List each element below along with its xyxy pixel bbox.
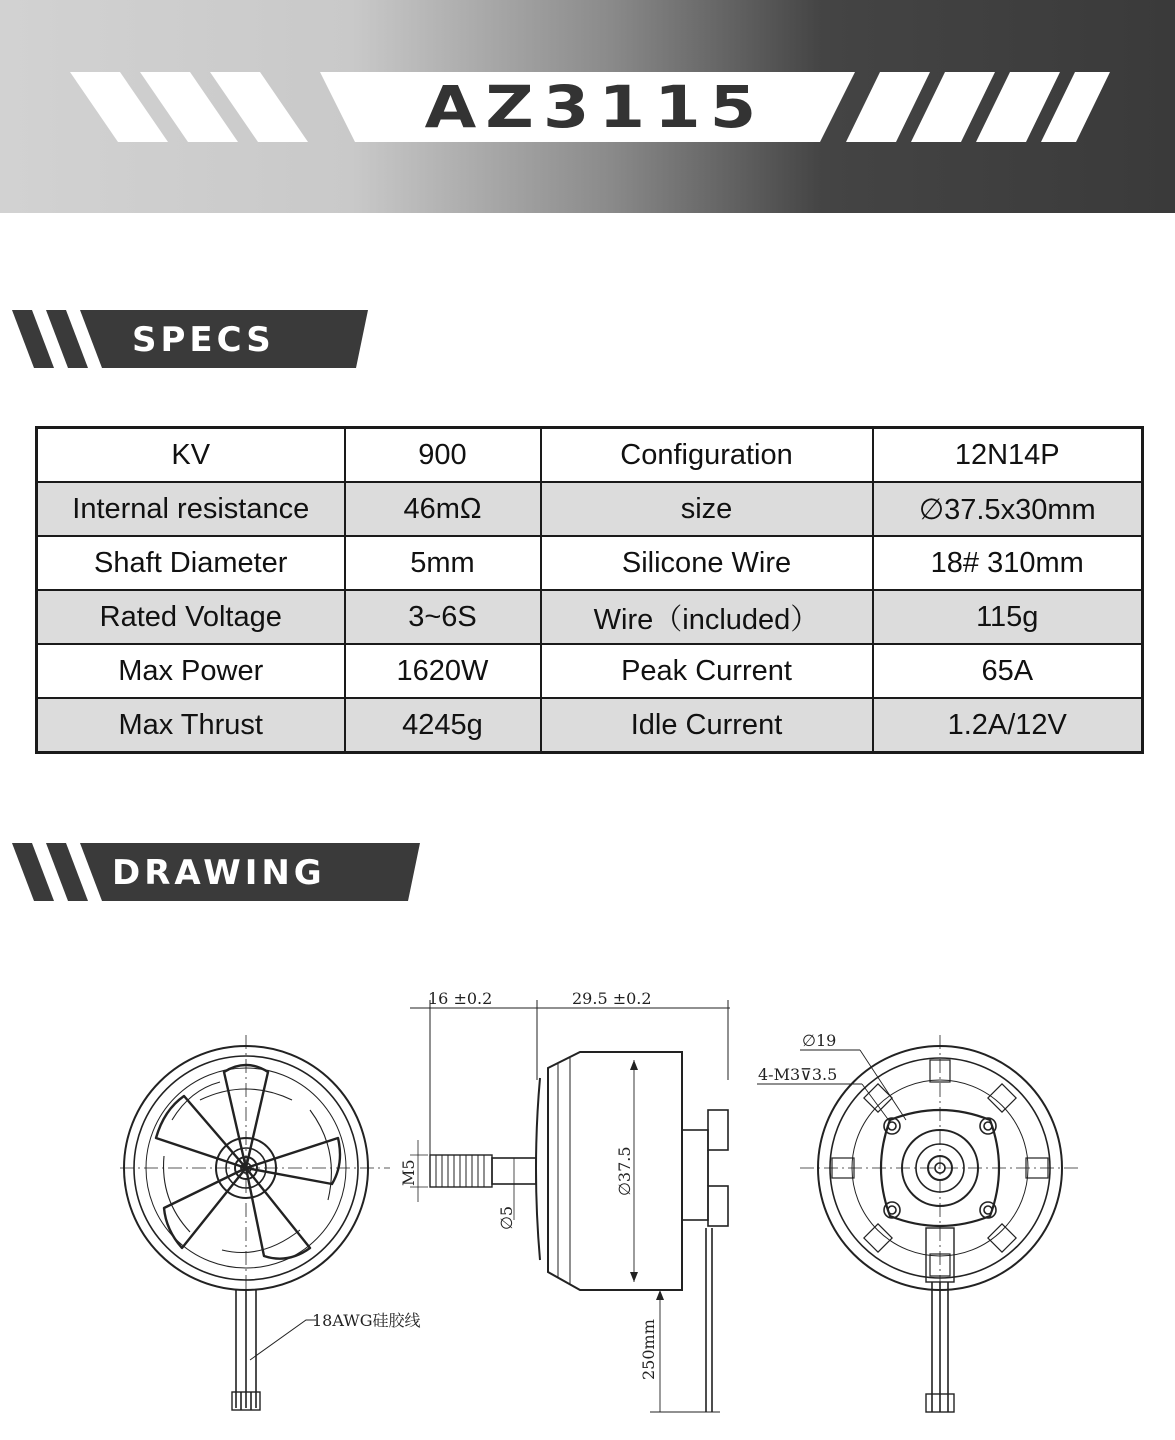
header-banner (0, 0, 1175, 213)
dim-shaft-diameter: ∅5 (497, 1205, 516, 1230)
drawing-section-header (0, 843, 430, 903)
spec-key: Idle Current (541, 698, 873, 753)
technical-drawing (0, 960, 1175, 1430)
front-view (120, 1035, 390, 1410)
spec-key: Shaft Diameter (37, 536, 345, 590)
spec-value: 65A (873, 644, 1143, 698)
specs-section-header (0, 310, 380, 370)
table-row (37, 590, 1143, 644)
spec-key: Configuration (541, 428, 873, 483)
spec-key: Max Power (37, 644, 345, 698)
table-row (37, 482, 1143, 536)
spec-value: 3~6S (345, 590, 541, 644)
wire-note: 18AWG硅胶线 (312, 1311, 421, 1330)
spec-key: Wire（included） (541, 590, 873, 644)
spec-value: 46mΩ (345, 482, 541, 536)
spec-key: size (541, 482, 873, 536)
table-row (37, 698, 1143, 753)
spec-key: Rated Voltage (37, 590, 345, 644)
spec-value: 1.2A/12V (873, 698, 1143, 753)
dim-shaft-length: 16 ±0.2 (428, 989, 493, 1008)
spec-key: Silicone Wire (541, 536, 873, 590)
dim-body-diameter: ∅37.5 (615, 1146, 634, 1196)
side-view (410, 1000, 730, 1412)
product-title: AZ3115 (424, 73, 766, 141)
spec-value: 900 (345, 428, 541, 483)
dim-bolt-circle: ∅19 (802, 1031, 837, 1050)
spec-key: Internal resistance (37, 482, 345, 536)
dim-mount-holes: 4-M3⊽3.5 (758, 1065, 838, 1084)
table-row (37, 428, 1143, 483)
table-row (37, 536, 1143, 590)
dim-body-length: 29.5 ±0.2 (572, 989, 652, 1008)
table-row (37, 644, 1143, 698)
spec-value: 4245g (345, 698, 541, 753)
spec-value: 18# 310mm (873, 536, 1143, 590)
specs-section-title: SPECS (132, 320, 275, 360)
spec-value: 12N14P (873, 428, 1143, 483)
spec-key: Max Thrust (37, 698, 345, 753)
spec-value: ∅37.5x30mm (873, 482, 1143, 536)
spec-key: KV (37, 428, 345, 483)
spec-key: Peak Current (541, 644, 873, 698)
rear-view (757, 1035, 1080, 1412)
spec-value: 5mm (345, 536, 541, 590)
spec-value: 115g (873, 590, 1143, 644)
dim-thread: M5 (399, 1159, 418, 1186)
drawing-section-title: DRAWING (112, 853, 326, 893)
spec-table (35, 426, 1144, 754)
spec-value: 1620W (345, 644, 541, 698)
dim-lead-length: 250mm (639, 1319, 658, 1380)
